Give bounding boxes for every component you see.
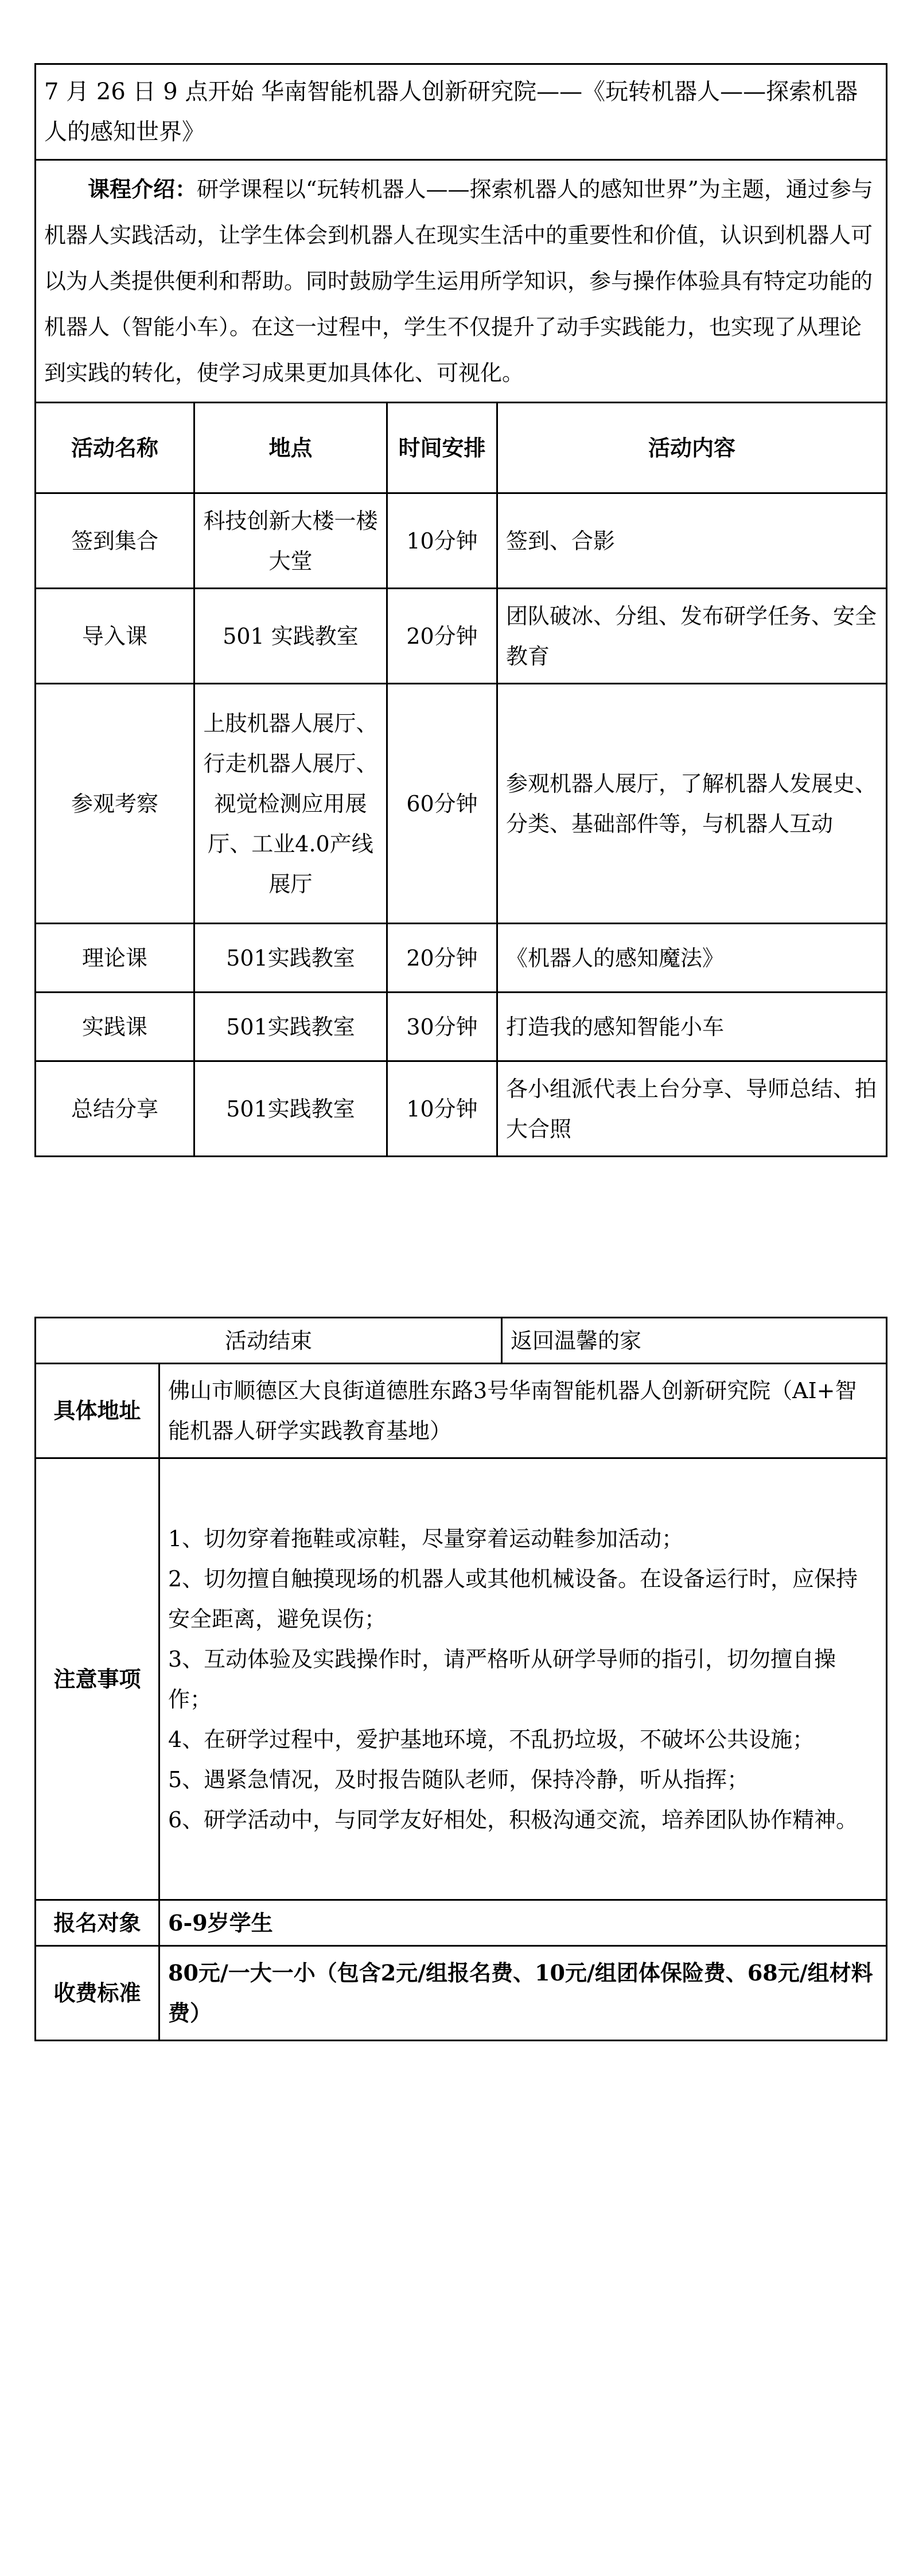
row-place: 501实践教室 — [194, 1061, 387, 1157]
row-activity-name: 总结分享 — [36, 1061, 194, 1157]
list-item: 1、切勿穿着拖鞋或凉鞋，尽量穿着运动鞋参加活动； — [168, 1526, 684, 1551]
row-activity-name: 导入课 — [36, 589, 194, 684]
row-time: 20分钟 — [387, 924, 497, 993]
row-activity-name: 参观考察 — [36, 684, 194, 924]
row-content: 参观机器人展厅，了解机器人发展史、分类、基础部件等，与机器人互动 — [497, 684, 887, 924]
course-intro-label: 课程介绍： — [88, 176, 197, 202]
header-activity-name: 活动名称 — [36, 403, 194, 493]
table-row — [36, 493, 887, 589]
list-item: 6、研学活动中，与同学友好相处，积极沟通交流，培养团队协作精神。 — [168, 1807, 858, 1832]
header-content: 活动内容 — [497, 403, 887, 493]
target-label: 报名对象 — [36, 1900, 159, 1946]
address-value: 佛山市顺德区大良街道德胜东路3号华南智能机器人创新研究院（AI+智能机器人研学实践教育基地） — [159, 1364, 887, 1458]
row-place: 501 实践教室 — [194, 589, 387, 684]
row-place: 501实践教室 — [194, 924, 387, 993]
header-place: 地点 — [194, 403, 387, 493]
row-content: 《机器人的感知魔法》 — [497, 924, 887, 993]
table-row — [36, 924, 887, 993]
header-time: 时间安排 — [387, 403, 497, 493]
row-content: 团队破冰、分组、发布研学任务、安全教育 — [497, 589, 887, 684]
info-table — [34, 1317, 887, 2041]
fee-value: 80元/一大一小（包含2元/组报名费、10元/组团体保险费、68元/组材料费） — [159, 1946, 887, 2041]
row-time: 10分钟 — [387, 493, 497, 589]
course-intro-text: 研学课程以“玩转机器人——探索机器人的感知世界”为主题，通过参与机器人实践活动，让学生体会到机器人在现实生活中的重要性和价值，认识到机器人可以为人类提供便利和帮助。同时鼓励学生运用所学知识，参与操作体验具有特定功能的机器人（智能小车）。在这一过程中，学生不仅提升了动手实践能力，也实现了从理论到实践的转化，使学习成果更加具体化、可视化。 — [44, 177, 873, 386]
row-activity-name: 理论课 — [36, 924, 194, 993]
table-row — [36, 684, 887, 924]
row-place: 科技创新大楼一楼大堂 — [194, 493, 387, 589]
row-time: 10分钟 — [387, 1061, 497, 1157]
list-item: 4、在研学过程中，爱护基地环境，不乱扔垃圾，不破坏公共设施； — [168, 1726, 815, 1752]
target-value: 6-9岁学生 — [159, 1900, 887, 1946]
notes-label: 注意事项 — [36, 1458, 159, 1900]
table-row — [36, 589, 887, 684]
course-intro — [36, 160, 887, 403]
list-item: 2、切勿擅自触摸现场的机器人或其他机械设备。在设备运行时，应保持安全距离，避免误伤； — [168, 1566, 858, 1632]
list-item: 3、互动体验及实践操作时，请严格听从研学导师的指引，切勿擅自操作； — [168, 1646, 836, 1712]
row-content: 打造我的感知智能小车 — [497, 993, 887, 1061]
row-time: 20分钟 — [387, 589, 497, 684]
table-row — [36, 1061, 887, 1157]
row-time: 30分钟 — [387, 993, 497, 1061]
fee-label: 收费标准 — [36, 1946, 159, 2041]
row-place: 上肢机器人展厅、行走机器人展厅、视觉检测应用展厅、工业4.0产线展厅 — [194, 684, 387, 924]
activity-end-label: 活动结束 — [36, 1318, 502, 1364]
row-content: 各小组派代表上台分享、导师总结、拍大合照 — [497, 1061, 887, 1157]
course-title: 7 月 26 日 9 点开始 华南智能机器人创新研究院——《玩转机器人——探索机器人的感知世界》 — [36, 64, 887, 160]
row-activity-name: 签到集合 — [36, 493, 194, 589]
list-item: 5、遇紧急情况，及时报告随队老师，保持冷静，听从指挥； — [168, 1766, 749, 1792]
row-content: 签到、合影 — [497, 493, 887, 589]
row-place: 501实践教室 — [194, 993, 387, 1061]
notes-list — [159, 1458, 887, 1900]
address-label: 具体地址 — [36, 1364, 159, 1458]
activity-end-value: 返回温馨的家 — [502, 1318, 887, 1364]
table-row — [36, 993, 887, 1061]
course-schedule-table — [34, 63, 887, 1157]
row-time: 60分钟 — [387, 684, 497, 924]
row-activity-name: 实践课 — [36, 993, 194, 1061]
